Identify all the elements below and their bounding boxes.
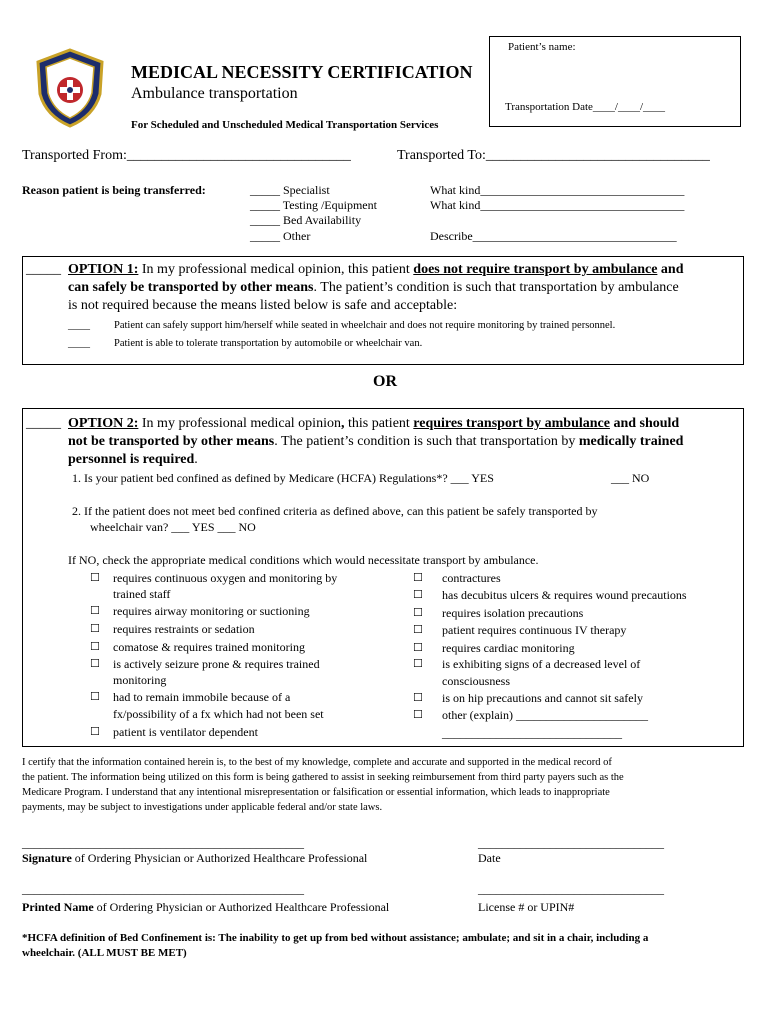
- condition-consciousness: is exhibiting signs of a decreased level of: [442, 657, 641, 671]
- jackson-hole-fire-ems-logo: [34, 48, 106, 128]
- describe-field[interactable]: Describe__________________________________: [430, 229, 677, 243]
- checkbox-other[interactable]: ☐: [413, 708, 423, 721]
- checkbox-restraints-sedation[interactable]: ☐: [90, 622, 100, 635]
- option-2-label: OPTION 2:: [68, 416, 139, 431]
- reason-bed-availability[interactable]: _____ Bed Availability: [250, 213, 362, 227]
- form-subtitle: Ambulance transportation: [131, 85, 298, 102]
- certify-line-3: Medicare Program. I understand that any intentional misrepresentation or falsification or essential information, which leads to inappropriate: [22, 787, 610, 798]
- date-label: Date: [478, 851, 501, 865]
- transported-to-field[interactable]: Transported To:________________________________: [397, 148, 710, 163]
- checkbox-airway-monitoring[interactable]: ☐: [90, 604, 100, 617]
- what-kind-field-2[interactable]: What kind__________________________________: [430, 198, 685, 212]
- checkbox-ventilator[interactable]: ☐: [90, 725, 100, 738]
- condition-iv-therapy: patient requires continuous IV therapy: [442, 623, 627, 637]
- option-2-line-3: personnel is required.: [68, 452, 198, 467]
- reason-other[interactable]: _____ Other: [250, 229, 311, 243]
- what-kind-field-1[interactable]: What kind__________________________________: [430, 183, 685, 197]
- option-1-label: OPTION 1:: [68, 262, 139, 277]
- condition-decubitus: has decubitus ulcers & requires wound precautions: [442, 588, 687, 602]
- checkbox-hip-precautions[interactable]: ☐: [413, 691, 423, 704]
- question-2-line-2[interactable]: wheelchair van? ___ YES ___ NO: [90, 520, 256, 534]
- condition-seizure-prone: is actively seizure prone & requires trained: [113, 657, 320, 671]
- reason-specialist[interactable]: _____ Specialist: [250, 183, 330, 197]
- condition-hip-precautions: is on hip precautions and cannot sit safely: [442, 691, 643, 705]
- reason-testing-equipment[interactable]: _____ Testing /Equipment: [250, 198, 377, 212]
- reason-label: Reason patient is being transferred:: [22, 183, 206, 197]
- question-1[interactable]: 1. Is your patient bed confined as defined by Medicare (HCFA) Regulations*? ___ YES: [72, 471, 494, 485]
- condition-seizure-prone-cont: monitoring: [113, 673, 167, 687]
- transportation-date-field[interactable]: Transportation Date____/____/____: [505, 101, 665, 113]
- option-1-line-2: can safely be transported by other means. The patient’s condition is such that transportation by ambulance: [68, 280, 679, 295]
- option-1-sub-1: Patient can safely support him/herself while seated in wheelchair and does not require monitoring by trained personnel.: [114, 320, 616, 331]
- condition-other-explain[interactable]: other (explain) ______________________: [442, 708, 648, 722]
- option-1-line-1: OPTION 1: In my professional medical opinion, this patient does not require transport by ambulance and: [68, 262, 684, 277]
- option-1-blank[interactable]: _____: [26, 262, 61, 277]
- transported-from-field[interactable]: Transported From:________________________________: [22, 148, 351, 163]
- checkbox-isolation[interactable]: ☐: [413, 606, 423, 619]
- checkbox-decubitus[interactable]: ☐: [413, 588, 423, 601]
- footnote-line-1: *HCFA definition of Bed Confinement is: The inability to get up from bed without assistance; ambulate; and sit in a chair, including a: [22, 932, 649, 944]
- certify-line-1: I certify that the information contained herein is, to the best of my knowledge, complete and accurate and supported in the medical record of: [22, 757, 612, 768]
- signature-line[interactable]: _______________________________________________: [22, 836, 304, 850]
- or-divider: OR: [373, 373, 397, 390]
- checkbox-oxygen-monitoring[interactable]: ☐: [90, 571, 100, 584]
- certify-line-2: the patient. The information being utilized on this form is being gathered to assist in seeking reimbursement from third party payers such as the: [22, 772, 624, 783]
- option-1-sub-2-blank[interactable]: ____: [68, 337, 90, 349]
- checkbox-seizure-prone[interactable]: ☐: [90, 657, 100, 670]
- checkbox-consciousness[interactable]: ☐: [413, 657, 423, 670]
- condition-airway-monitoring: requires airway monitoring or suctioning: [113, 604, 310, 618]
- services-caption: For Scheduled and Unscheduled Medical Transportation Services: [131, 119, 439, 131]
- certify-line-4: payments, may be subject to investigations under applicable federal and/or state laws.: [22, 802, 383, 813]
- checkbox-cardiac[interactable]: ☐: [413, 641, 423, 654]
- option-1-sub-2: Patient is able to tolerate transportation by automobile or wheelchair van.: [114, 338, 423, 349]
- condition-isolation: requires isolation precautions: [442, 606, 584, 620]
- condition-contractures: contractures: [442, 571, 501, 585]
- checkbox-comatose[interactable]: ☐: [90, 640, 100, 653]
- condition-oxygen-monitoring-cont: trained staff: [113, 587, 171, 601]
- option-1-sub-1-blank[interactable]: ____: [68, 319, 90, 331]
- license-line[interactable]: _______________________________: [478, 882, 664, 896]
- if-no-instruction: If NO, check the appropriate medical conditions which would necessitate transport by ambulance.: [68, 553, 539, 567]
- condition-cardiac: requires cardiac monitoring: [442, 641, 575, 655]
- question-2-line-1: 2. If the patient does not meet bed confined criteria as defined above, can this patient be safely transported by: [72, 504, 598, 518]
- option-2-blank[interactable]: _____: [26, 416, 61, 431]
- option-2-line-1: OPTION 2: In my professional medical opinion, this patient requires transport by ambulance and should: [68, 416, 680, 431]
- condition-ventilator: patient is ventilator dependent: [113, 725, 258, 739]
- checkbox-iv-therapy[interactable]: ☐: [413, 623, 423, 636]
- condition-consciousness-cont: consciousness: [442, 674, 510, 688]
- condition-immobile: had to remain immobile because of a: [113, 690, 291, 704]
- patient-name-label: Patient’s name:: [508, 41, 576, 53]
- printed-name-line[interactable]: _______________________________________________: [22, 882, 304, 896]
- footnote-line-2: wheelchair. (ALL MUST BE MET): [22, 947, 187, 959]
- condition-other-explain-line-2[interactable]: ______________________________: [442, 726, 622, 740]
- condition-comatose: comatose & requires trained monitoring: [113, 640, 305, 654]
- form-title: MEDICAL NECESSITY CERTIFICATION: [131, 62, 473, 82]
- license-label: License # or UPIN#: [478, 900, 575, 914]
- checkbox-contractures[interactable]: ☐: [413, 571, 423, 584]
- condition-immobile-cont: fx/possibility of a fx which had not been set: [113, 707, 324, 721]
- checkbox-immobile[interactable]: ☐: [90, 690, 100, 703]
- option-1-line-3: is not required because the means listed below is safe and acceptable:: [68, 298, 458, 313]
- printed-name-label: Printed Name of Ordering Physician or Authorized Healthcare Professional: [22, 900, 390, 914]
- condition-restraints-sedation: requires restraints or sedation: [113, 622, 255, 636]
- date-line[interactable]: _______________________________: [478, 836, 664, 850]
- question-1-no[interactable]: ___ NO: [611, 471, 650, 485]
- condition-oxygen-monitoring: requires continuous oxygen and monitoring by: [113, 571, 338, 585]
- signature-label: Signature of Ordering Physician or Authorized Healthcare Professional: [22, 851, 368, 865]
- option-2-line-2: not be transported by other means. The patient’s condition is such that transportation by medically trained: [68, 434, 684, 449]
